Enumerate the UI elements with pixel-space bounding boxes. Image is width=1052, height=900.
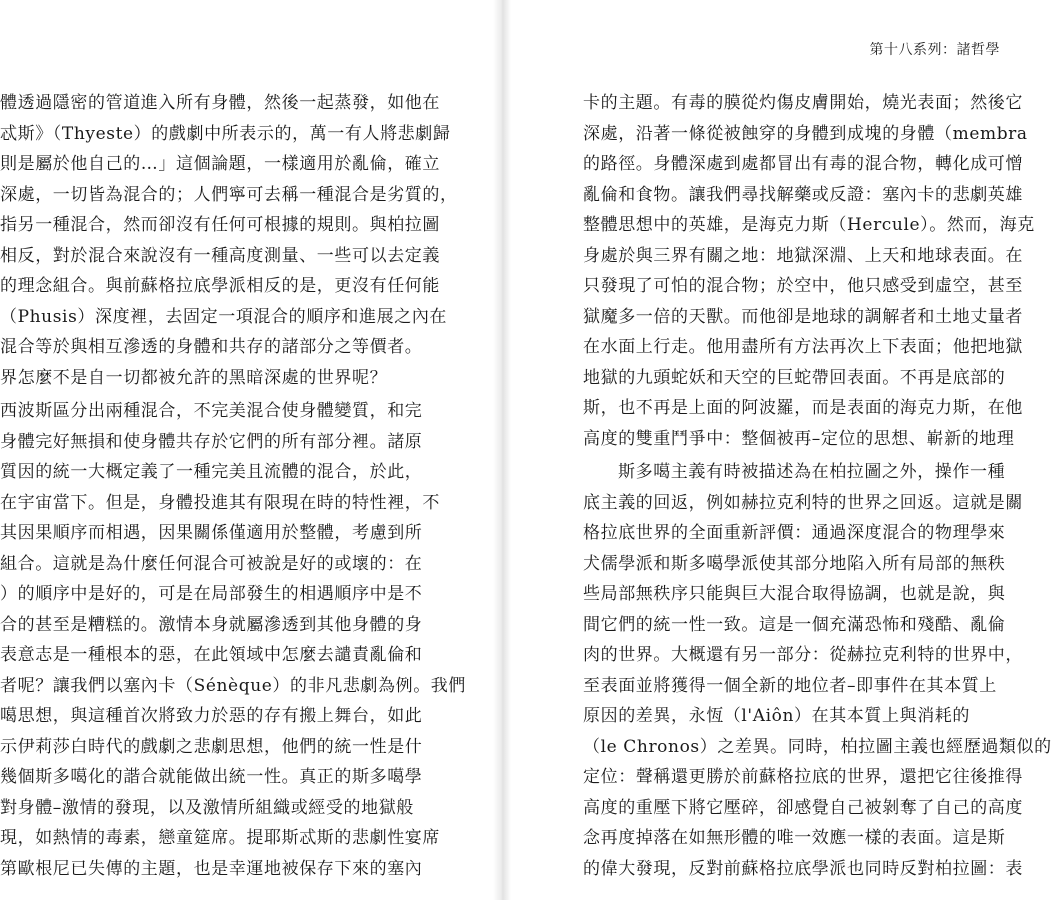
text-line: 西波斯區分出兩種混合，不完美混合使身體變質，和完 xyxy=(0,401,423,421)
text-line: 組合。這就是為什麼任何混合可被說是好的或壞的：在 xyxy=(0,553,423,574)
text-line: 高度的雙重鬥爭中：整個被再–定位的思想、嶄新的地理 xyxy=(583,428,1015,449)
text-line: 格拉底世界的全面重新評價：通過深度混合的物理學來 xyxy=(583,523,1006,543)
text-line: （Phusis）深度裡，去固定一項混合的順序和進展之內在 xyxy=(0,306,448,327)
text-line: 定位：聲稱還更勝於前蘇格拉底的世界，還把它往後推得 xyxy=(583,767,1023,787)
text-line: 第歐根尼已失傳的主題，也是幸運地被保存下來的塞內 xyxy=(0,858,423,879)
text-line: 只發現了可怕的混合物；於空中，他只感受到虛空，甚至 xyxy=(583,276,1023,296)
text-line: 肉的世界。大概還有另一部分：從赫拉克利特的世界中， xyxy=(583,645,1023,665)
page-gutter xyxy=(493,0,511,900)
text-line: 合的甚至是糟糕的。激情本身就屬滲透到其他身體的身 xyxy=(0,614,423,635)
text-line: 對身體–激情的發現，以及激情所組織或經受的地獄般 xyxy=(0,797,414,818)
text-line: 獄魔多一倍的天獸。而他卻是地球的調解者和土地丈量者 xyxy=(583,306,1023,327)
text-line: 底主義的回返，例如赫拉克利特的世界之回返。這就是關 xyxy=(583,492,1023,513)
text-line: （le Chronos）之差異。同時，柏拉圖主義也經歷過類似的 xyxy=(583,736,1052,757)
text-line: 在宇宙當下。但是，身體投進其有限現在時的特性裡，不 xyxy=(0,492,440,513)
running-head: 第十八系列：諸哲學 xyxy=(869,42,1000,58)
text-line: 亂倫和食物。讓我們尋找解藥或反證：塞內卡的悲劇英雄 xyxy=(583,184,1023,205)
text-line: 斯，也不再是上面的阿波羅，而是表面的海克力斯，在他 xyxy=(583,398,1023,418)
text-line: 整體思想中的英雄，是海克力斯（Hercule）。然而，海克 xyxy=(583,215,1035,235)
text-line: 混合等於與相互滲透的身體和共存的諸部分之等價者。 xyxy=(0,337,423,357)
text-line: 指另一種混合，然而卻沒有任何可根據的規則。與柏拉圖 xyxy=(0,215,440,235)
text-line: 現，如熱情的毒素，戀童筵席。提耶斯忒斯的悲劇性宴席 xyxy=(0,828,440,848)
text-line: 表意志是一種根本的惡，在此領域中怎麼去譴責亂倫和 xyxy=(0,645,423,665)
text-line: 質因的統一大概定義了一種完美且流體的混合，於此， xyxy=(0,462,423,482)
left-page xyxy=(0,88,470,878)
text-line: 示伊莉莎白時代的戲劇之悲劇思想，他們的統一性是什 xyxy=(0,736,423,757)
text-line: 在水面上行走。他用盡所有方法再次上下表面；他把地獄 xyxy=(583,337,1023,357)
text-line: 原因的差異，永恆（l'Aiôn）在其本質上與消耗的 xyxy=(583,706,971,726)
text-line: 的偉大發現，反對前蘇格拉底學派也同時反對柏拉圖：表 xyxy=(583,858,1023,879)
text-line: 深處，一切皆為混合的；人們寧可去稱一種混合是劣質的， xyxy=(0,184,458,205)
text-line: 界怎麼不是自一切都被允許的黑暗深處的世界呢？ xyxy=(0,367,388,388)
text-line: 念再度掉落在如無形體的唯一效應一樣的表面。這是斯 xyxy=(583,828,1006,848)
text-line: 忒斯》（Thyeste）的戲劇中所表示的，萬一有人將悲劇歸 xyxy=(0,123,451,144)
text-line: 深處，沿著一條從被蝕穿的身體到成塊的身體（membra xyxy=(583,123,1028,144)
text-line: 至表面並將獲得一個全新的地位者–即事件在其本質上 xyxy=(583,675,997,696)
text-line: 的路徑。身體深處到處都冒出有毒的混合物，轉化成可憎 xyxy=(583,154,1023,174)
text-line: ）的順序中是好的，可是在局部發生的相遇順序中是不 xyxy=(0,584,423,604)
text-line: 幾個斯多噶化的諧合就能做出統一性。真正的斯多噶學 xyxy=(0,767,423,787)
text-line: 其因果順序而相遇，因果關係僅適用於整體，考慮到所 xyxy=(0,523,423,543)
text-line: 相反，對於混合來說沒有一種高度測量、一些可以去定義 xyxy=(0,245,440,266)
text-line: 身體完好無損和使身體共存於它們的所有部分裡。諸原 xyxy=(0,431,423,452)
text-line: 犬儒學派和斯多噶學派使其部分地陷入所有局部的無秩 xyxy=(583,553,1006,574)
text-line: 卡的主題。有毒的膜從灼傷皮膚開始，燒光表面；然後它 xyxy=(583,93,1023,113)
text-line: 者呢？讓我們以塞內卡（Sénèque）的非凡悲劇為例。我們 xyxy=(0,675,467,696)
text-line: 高度的重壓下將它壓碎，卻感覺自己被剝奪了自己的高度 xyxy=(583,797,1023,818)
text-line: 身處於與三界有關之地：地獄深淵、上天和地球表面。在 xyxy=(583,245,1023,266)
text-line: 噶思想，與這種首次將致力於惡的存有搬上舞台，如此 xyxy=(0,706,423,726)
text-line: 間它們的統一性一致。這是一個充滿恐怖和殘酷、亂倫 xyxy=(583,614,1006,635)
right-page xyxy=(583,88,1052,879)
text-line: 地獄的九頭蛇妖和天空的巨蛇帶回表面。不再是底部的 xyxy=(583,367,1006,388)
text-line: 斯多噶主義有時被描述為在柏拉圖之外，操作一種 xyxy=(618,462,1006,482)
text-line: 體透過隱密的管道進入所有身體，然後一起蒸發，如他在 xyxy=(0,93,440,113)
text-line: 些局部無秩序只能與巨大混合取得協調，也就是說，與 xyxy=(583,584,1006,604)
text-line: 則是屬於他自己的…」這個論題，一樣適用於亂倫，確立 xyxy=(0,154,440,174)
text-line: 的理念組合。與前蘇格拉底學派相反的是，更沒有任何能 xyxy=(0,276,440,296)
